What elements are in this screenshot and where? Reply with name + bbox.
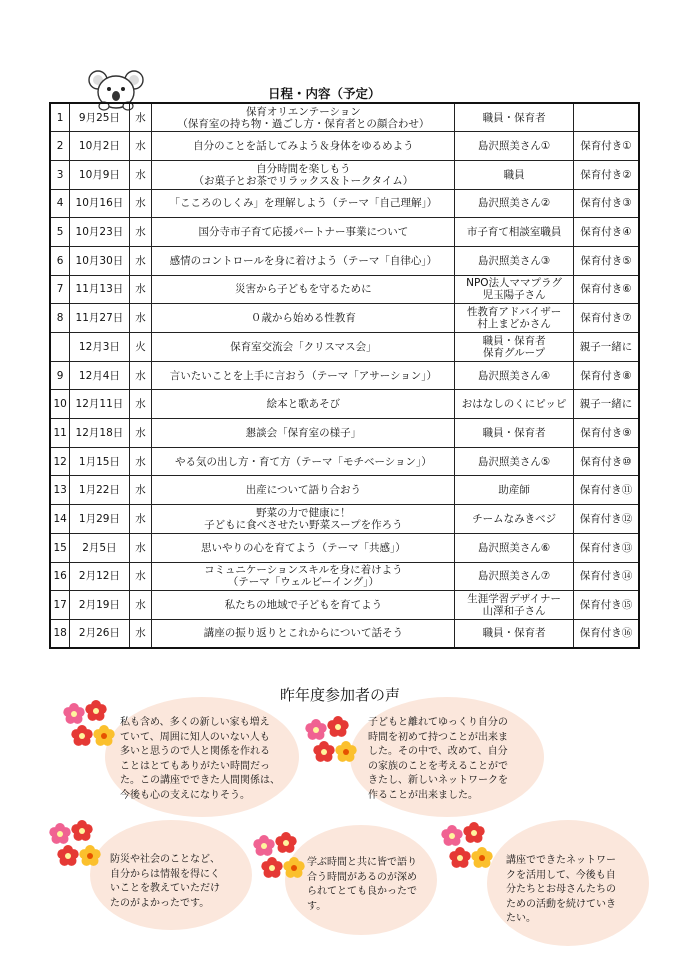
- row-content: 自分時間を楽しもう （お菓子とお茶でリラックス＆トークタイム）: [152, 160, 455, 189]
- row-weekday: 水: [129, 419, 152, 448]
- row-content: 保育室交流会「クリスマス会」: [152, 333, 455, 362]
- row-note: 保育付き③: [573, 189, 639, 218]
- table-row: [50, 361, 639, 390]
- row-weekday: 水: [129, 533, 152, 562]
- row-lecturer: 島沢照美さん⑤: [455, 447, 574, 476]
- row-number: 9: [50, 361, 70, 390]
- row-weekday: 水: [129, 189, 152, 218]
- table-row: [50, 505, 639, 534]
- flower-icon: [438, 820, 496, 872]
- row-note: 保育付き②: [573, 160, 639, 189]
- voice-text: 防災や社会のことなど、 自分からは情報を得にく いことを教えていただけ たのがよかったです。: [110, 854, 220, 909]
- flower-icon: [60, 698, 118, 750]
- row-weekday: 水: [129, 246, 152, 275]
- table-row: [50, 132, 639, 161]
- row-weekday: 水: [129, 275, 152, 304]
- table-row: [50, 304, 639, 333]
- row-date: 11月13日: [70, 275, 129, 304]
- row-weekday: 水: [129, 505, 152, 534]
- row-weekday: 水: [129, 218, 152, 247]
- table-row: [50, 333, 639, 362]
- row-number: 12: [50, 447, 70, 476]
- row-lecturer: 助産師: [455, 476, 574, 505]
- row-date: 10月23日: [70, 218, 129, 247]
- row-lecturer: 島沢照美さん④: [455, 361, 574, 390]
- row-lecturer: 職員: [455, 160, 574, 189]
- row-note: 保育付き⑪: [573, 476, 639, 505]
- row-lecturer: 島沢照美さん①: [455, 132, 574, 161]
- row-weekday: 水: [129, 447, 152, 476]
- row-date: 11月27日: [70, 304, 129, 333]
- row-number: 5: [50, 218, 70, 247]
- row-note: 親子一緒に: [573, 333, 639, 362]
- row-content: 出産について語り合おう: [152, 476, 455, 505]
- voice-text: 学ぶ時間と共に皆で語り 合う時間があるのが深め られてとても良かったで す。: [307, 857, 417, 912]
- voice-text: 講座でできたネットワー クを活用して、今後も自 分たちとお母さんたちの ための活動を続けていき たい。: [506, 855, 616, 924]
- row-lecturer: おはなしのくにピッピ: [455, 390, 574, 419]
- row-note: 保育付き⑯: [573, 619, 639, 648]
- row-content: 国分寺市子育て応援パートナー事業について: [152, 218, 455, 247]
- row-note: 保育付き④: [573, 218, 639, 247]
- row-content: 災害から子どもを守るために: [152, 275, 455, 304]
- row-content: 自分のことを話してみよう＆身体をゆるめよう: [152, 132, 455, 161]
- row-weekday: 火: [129, 333, 152, 362]
- schedule-body: [50, 103, 639, 648]
- table-row: [50, 246, 639, 275]
- row-lecturer: チームなみきベジ: [455, 505, 574, 534]
- row-number: 17: [50, 591, 70, 620]
- row-date: 10月9日: [70, 160, 129, 189]
- row-note: 保育付き⑩: [573, 447, 639, 476]
- table-row: [50, 189, 639, 218]
- row-note: 保育付き⑦: [573, 304, 639, 333]
- row-date: 10月16日: [70, 189, 129, 218]
- row-weekday: 水: [129, 160, 152, 189]
- row-note: 保育付き⑬: [573, 533, 639, 562]
- table-row: [50, 218, 639, 247]
- row-date: 1月29日: [70, 505, 129, 534]
- row-number: [50, 333, 70, 362]
- row-weekday: 水: [129, 132, 152, 161]
- row-note: 親子一緒に: [573, 390, 639, 419]
- row-lecturer: 生涯学習デザイナー 山澤和子さん: [455, 591, 574, 620]
- row-content: ０歳から始める性教育: [152, 304, 455, 333]
- row-number: 8: [50, 304, 70, 333]
- row-number: 14: [50, 505, 70, 534]
- row-content: 感情のコントロールを身に着けよう（テーマ「自律心」）: [152, 246, 455, 275]
- row-lecturer: 職員・保育者: [455, 619, 574, 648]
- row-number: 16: [50, 562, 70, 591]
- row-date: 10月30日: [70, 246, 129, 275]
- row-weekday: 水: [129, 304, 152, 333]
- flower-icon: [250, 830, 308, 882]
- row-number: 18: [50, 619, 70, 648]
- row-lecturer: 職員・保育者: [455, 103, 574, 132]
- row-weekday: 水: [129, 591, 152, 620]
- row-number: 13: [50, 476, 70, 505]
- row-weekday: 水: [129, 476, 152, 505]
- schedule-title: 日程・内容（予定）: [268, 86, 381, 101]
- row-lecturer: 島沢照美さん⑥: [455, 533, 574, 562]
- row-note: 保育付き①: [573, 132, 639, 161]
- row-note: 保育付き⑧: [573, 361, 639, 390]
- table-row: [50, 275, 639, 304]
- row-date: 12月4日: [70, 361, 129, 390]
- row-date: 1月15日: [70, 447, 129, 476]
- row-note: 保育付き⑭: [573, 562, 639, 591]
- row-lecturer: 職員・保育者 保育グループ: [455, 333, 574, 362]
- table-row: [50, 619, 639, 648]
- voices-title: 昨年度参加者の声: [280, 686, 401, 704]
- table-row: [50, 562, 639, 591]
- table-row: [50, 160, 639, 189]
- row-date: 12月18日: [70, 419, 129, 448]
- row-content: 「こころのしくみ」を理解しよう（テーマ「自己理解」）: [152, 189, 455, 218]
- row-lecturer: 職員・保育者: [455, 419, 574, 448]
- table-row: [50, 591, 639, 620]
- row-date: 12月11日: [70, 390, 129, 419]
- row-content: 言いたいことを上手に言おう（テーマ「アサーション」）: [152, 361, 455, 390]
- row-number: 6: [50, 246, 70, 275]
- row-date: 9月25日: [70, 103, 129, 132]
- row-date: 2月5日: [70, 533, 129, 562]
- row-content: 保育オリエンテーション （保育室の持ち物・過ごし方・保育者との顔合わせ）: [152, 103, 455, 132]
- row-weekday: 水: [129, 390, 152, 419]
- row-date: 2月19日: [70, 591, 129, 620]
- table-row: [50, 447, 639, 476]
- row-weekday: 水: [129, 103, 152, 132]
- row-content: 絵本と歌あそび: [152, 390, 455, 419]
- flower-icon: [46, 818, 104, 870]
- table-row: [50, 103, 639, 132]
- row-content: やる気の出し方・育て方（テーマ「モチベーション」）: [152, 447, 455, 476]
- row-lecturer: 島沢照美さん②: [455, 189, 574, 218]
- row-content: 懇談会「保育室の様子」: [152, 419, 455, 448]
- row-lecturer: 性教育アドバイザー 村上まどかさん: [455, 304, 574, 333]
- table-row: [50, 419, 639, 448]
- flower-icon: [302, 714, 360, 766]
- row-content: 私たちの地域で子どもを育てよう: [152, 591, 455, 620]
- row-note: 保育付き⑥: [573, 275, 639, 304]
- table-row: [50, 533, 639, 562]
- row-date: 1月22日: [70, 476, 129, 505]
- row-note: 保育付き⑮: [573, 591, 639, 620]
- row-number: 2: [50, 132, 70, 161]
- row-number: 7: [50, 275, 70, 304]
- voice-text: 子どもと離れてゆっくり自分の 時間を初めて持つことが出来ま した。その中で、改めて、自分 の家族のことを考えることがで きたし、新しいネットワークを 作ることが出来ました。: [368, 717, 508, 801]
- row-date: 12月3日: [70, 333, 129, 362]
- row-note: 保育付き⑤: [573, 246, 639, 275]
- row-content: 野菜の力で健康に！ 子どもに食べさせたい野菜スープを作ろう: [152, 505, 455, 534]
- row-number: 10: [50, 390, 70, 419]
- row-note: [573, 103, 639, 132]
- row-date: 2月26日: [70, 619, 129, 648]
- schedule-table: [49, 102, 640, 649]
- row-content: 思いやりの心を育てよう（テーマ「共感」）: [152, 533, 455, 562]
- row-lecturer: 市子育て相談室職員: [455, 218, 574, 247]
- voice-text: 私も含め、多くの新しい家も増え ていて、周囲に知人のいない人も 多いと思うので人と関係を作れる ことはとてもありがたい時間だっ た。この講座でできた人間関係は、 今後も心の支えになりそう。: [120, 717, 280, 801]
- row-lecturer: NPO法人ママプラグ 児玉陽子さん: [455, 275, 574, 304]
- row-number: 4: [50, 189, 70, 218]
- row-weekday: 水: [129, 619, 152, 648]
- row-date: 2月12日: [70, 562, 129, 591]
- row-number: 15: [50, 533, 70, 562]
- row-number: 1: [50, 103, 70, 132]
- row-content: 講座の振り返りとこれからについて話そう: [152, 619, 455, 648]
- row-note: 保育付き⑫: [573, 505, 639, 534]
- row-weekday: 水: [129, 562, 152, 591]
- row-number: 3: [50, 160, 70, 189]
- row-number: 11: [50, 419, 70, 448]
- table-row: [50, 390, 639, 419]
- row-content: コミュニケーションスキルを身に着けよう （テーマ「ウェルビーイング」）: [152, 562, 455, 591]
- row-lecturer: 島沢照美さん③: [455, 246, 574, 275]
- row-note: 保育付き⑨: [573, 419, 639, 448]
- table-row: [50, 476, 639, 505]
- row-date: 10月2日: [70, 132, 129, 161]
- row-weekday: 水: [129, 361, 152, 390]
- row-lecturer: 島沢照美さん⑦: [455, 562, 574, 591]
